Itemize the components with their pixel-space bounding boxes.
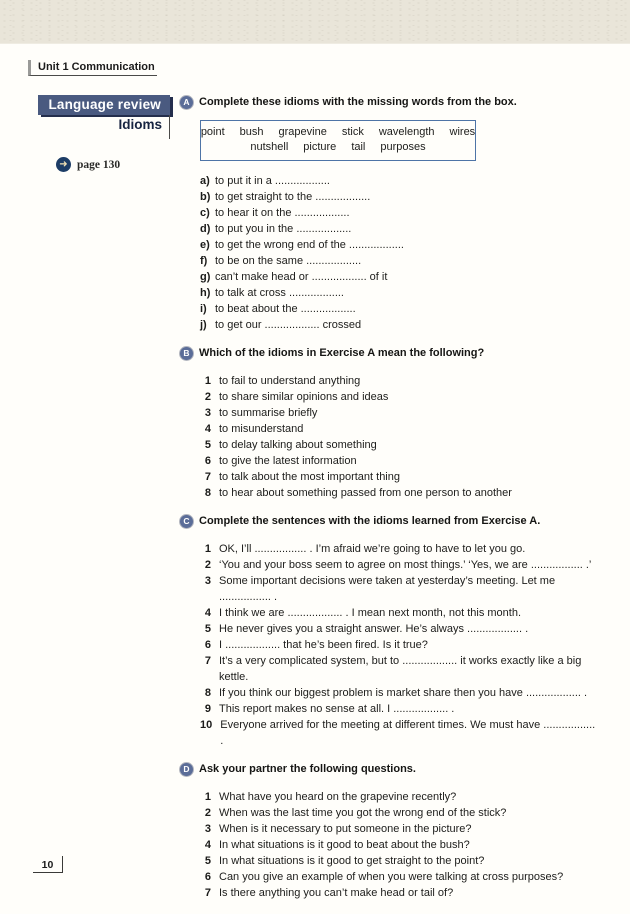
exercise-title: Ask your partner the following questions. bbox=[199, 763, 416, 775]
item-number: 10 bbox=[200, 719, 213, 731]
item-label: j) bbox=[200, 319, 207, 331]
item-number: 5 bbox=[204, 623, 211, 635]
word-box-word: picture bbox=[303, 141, 337, 153]
item-text: I think we are .................. . I mean next month, not this month. bbox=[219, 607, 522, 619]
exercises-column bbox=[170, 95, 600, 914]
item-number: 7 bbox=[204, 655, 211, 667]
question-item bbox=[200, 869, 600, 885]
item-text: Can you give an example of when you were talking at cross purposes? bbox=[219, 871, 564, 883]
word-box-row bbox=[207, 140, 469, 155]
item-text: OK, I’ll ................. . I’m afraid we’re going to have to let you go. bbox=[219, 543, 526, 555]
page-number: 10 bbox=[41, 859, 54, 871]
page-content bbox=[28, 95, 600, 914]
exercise-letter-badge: A bbox=[180, 96, 193, 109]
item-number: 2 bbox=[204, 807, 211, 819]
page-reference bbox=[56, 157, 170, 172]
item-number: 7 bbox=[204, 471, 211, 483]
idiom-item bbox=[200, 205, 600, 221]
definition-item bbox=[200, 437, 600, 453]
item-text: In what situations is it good to get straight to the point? bbox=[219, 855, 485, 867]
word-box-word: bush bbox=[239, 126, 264, 138]
item-number: 4 bbox=[204, 607, 211, 619]
idiom-item bbox=[200, 221, 600, 237]
item-text: to talk about the most important thing bbox=[219, 471, 400, 483]
exercise-letter-badge: D bbox=[180, 763, 193, 776]
item-label: g) bbox=[200, 271, 211, 283]
item-number: 4 bbox=[204, 839, 211, 851]
idiom-list bbox=[200, 173, 600, 333]
section-banner: Language review bbox=[38, 95, 170, 115]
item-text: This report makes no sense at all. I .................. . bbox=[219, 703, 455, 715]
item-label: f) bbox=[200, 255, 208, 267]
definition-item bbox=[200, 373, 600, 389]
item-label: c) bbox=[200, 207, 210, 219]
scan-edge-band bbox=[0, 0, 630, 44]
definition-item bbox=[200, 389, 600, 405]
item-number: 5 bbox=[204, 439, 211, 451]
sentence-item bbox=[200, 685, 600, 701]
question-item bbox=[200, 805, 600, 821]
word-box-row bbox=[200, 125, 476, 140]
idiom-item bbox=[200, 253, 600, 269]
idiom-item bbox=[200, 189, 600, 205]
item-number: 1 bbox=[204, 791, 211, 803]
item-text: to get the wrong end of the .................. bbox=[215, 239, 404, 251]
item-label: e) bbox=[200, 239, 210, 251]
word-box-word: purposes bbox=[380, 141, 426, 153]
idiom-item bbox=[200, 301, 600, 317]
item-number: 5 bbox=[204, 855, 211, 867]
item-text: to get our .................. crossed bbox=[215, 319, 362, 331]
item-text: to talk at cross .................. bbox=[215, 287, 344, 299]
unit-header: Unit 1 Communication bbox=[28, 60, 157, 76]
item-text: to be on the same .................. bbox=[215, 255, 362, 267]
question-item bbox=[200, 885, 600, 901]
exercise-d bbox=[180, 762, 600, 901]
item-text: to delay talking about something bbox=[219, 439, 377, 451]
item-label: h) bbox=[200, 287, 211, 299]
item-text: ‘You and your boss seem to agree on most things.’ ‘Yes, we are ................. .’ bbox=[219, 559, 592, 571]
word-box-word: tail bbox=[351, 141, 366, 153]
question-item bbox=[200, 789, 600, 805]
item-text: to give the latest information bbox=[219, 455, 357, 467]
item-number: 6 bbox=[204, 639, 211, 651]
item-number: 8 bbox=[204, 687, 211, 699]
idiom-item bbox=[200, 237, 600, 253]
item-number: 1 bbox=[204, 543, 211, 555]
item-number: 3 bbox=[204, 823, 211, 835]
item-text: It’s a very complicated system, but to .................. it works exactly like a big kettle. bbox=[219, 655, 582, 683]
item-number: 9 bbox=[204, 703, 211, 715]
exercise-c bbox=[180, 514, 600, 749]
page-number-corner bbox=[33, 856, 63, 873]
item-text: He never gives you a straight answer. He’s always .................. . bbox=[219, 623, 529, 635]
definition-item bbox=[200, 469, 600, 485]
exercise-a bbox=[180, 95, 600, 333]
sentence-item bbox=[200, 653, 600, 685]
item-label: b) bbox=[200, 191, 211, 203]
definition-list bbox=[200, 373, 600, 501]
item-text: to beat about the .................. bbox=[215, 303, 356, 315]
definition-item bbox=[200, 421, 600, 437]
sentence-item bbox=[200, 621, 600, 637]
item-text: to get straight to the .................. bbox=[215, 191, 371, 203]
sentence-item bbox=[200, 557, 600, 573]
question-list bbox=[200, 789, 600, 901]
book-page bbox=[0, 44, 630, 914]
item-text: When is it necessary to put someone in the picture? bbox=[219, 823, 472, 835]
item-number: 8 bbox=[204, 487, 211, 499]
item-text: If you think our biggest problem is market share then you have .................. . bbox=[219, 687, 588, 699]
word-box-word: stick bbox=[341, 126, 364, 138]
word-box-word: wires bbox=[449, 126, 476, 138]
definition-item bbox=[200, 453, 600, 469]
item-number: 3 bbox=[204, 575, 211, 587]
word-box-word: point bbox=[200, 126, 225, 138]
definition-item bbox=[200, 485, 600, 501]
item-number: 2 bbox=[204, 391, 211, 403]
word-box-word: grapevine bbox=[278, 126, 327, 138]
item-text: to put it in a .................. bbox=[215, 175, 330, 187]
sentence-item bbox=[200, 637, 600, 653]
item-number: 2 bbox=[204, 559, 211, 571]
exercise-b bbox=[180, 346, 600, 501]
item-label: i) bbox=[200, 303, 207, 315]
sentence-item bbox=[200, 541, 600, 557]
item-text: to hear it on the .................. bbox=[215, 207, 350, 219]
item-text: to hear about something passed from one person to another bbox=[219, 487, 512, 499]
sentence-item bbox=[200, 717, 600, 749]
item-label: d) bbox=[200, 223, 211, 235]
item-text: to share similar opinions and ideas bbox=[219, 391, 389, 403]
exercise-title: Complete the sentences with the idioms learned from Exercise A. bbox=[199, 515, 541, 527]
item-number: 4 bbox=[204, 423, 211, 435]
item-label: a) bbox=[200, 175, 210, 187]
idiom-item bbox=[200, 285, 600, 301]
idiom-item bbox=[200, 269, 600, 285]
word-box-word: nutshell bbox=[250, 141, 289, 153]
right-arrow-icon: ➜ bbox=[56, 157, 71, 172]
idiom-item bbox=[200, 173, 600, 189]
question-item bbox=[200, 837, 600, 853]
item-text: Some important decisions were taken at yesterday’s meeting. Let me ................. . bbox=[219, 575, 556, 603]
sentence-item bbox=[200, 701, 600, 717]
page-reference-label: page 130 bbox=[77, 158, 121, 171]
item-text: Is there anything you can’t make head or tail of? bbox=[219, 887, 454, 899]
sidebar bbox=[28, 95, 170, 914]
word-box-word: wavelength bbox=[378, 126, 435, 138]
idiom-item bbox=[200, 317, 600, 333]
exercise-title: Which of the idioms in Exercise A mean the following? bbox=[199, 347, 485, 359]
item-number: 6 bbox=[204, 871, 211, 883]
exercise-letter-badge: B bbox=[180, 347, 193, 360]
sentence-list bbox=[200, 541, 600, 749]
exercise-title: Complete these idioms with the missing words from the box. bbox=[199, 96, 517, 108]
item-text: I .................. that he’s been fired. Is it true? bbox=[219, 639, 428, 651]
item-text: to misunderstand bbox=[219, 423, 304, 435]
item-text: When was the last time you got the wrong end of the stick? bbox=[219, 807, 507, 819]
item-text: can’t make head or .................. of it bbox=[215, 271, 388, 283]
definition-item bbox=[200, 405, 600, 421]
sentence-item bbox=[200, 605, 600, 621]
exercise-letter-badge: C bbox=[180, 515, 193, 528]
section-subtitle: Idioms bbox=[118, 115, 170, 139]
item-text: to summarise briefly bbox=[219, 407, 318, 419]
item-number: 6 bbox=[204, 455, 211, 467]
item-text: to fail to understand anything bbox=[219, 375, 361, 387]
question-item bbox=[200, 853, 600, 869]
sentence-item bbox=[200, 573, 600, 605]
item-text: In what situations is it good to beat about the bush? bbox=[219, 839, 470, 851]
item-text: What have you heard on the grapevine recently? bbox=[219, 791, 457, 803]
question-item bbox=[200, 821, 600, 837]
item-number: 3 bbox=[204, 407, 211, 419]
word-box bbox=[200, 120, 476, 161]
item-number: 1 bbox=[204, 375, 211, 387]
item-number: 7 bbox=[204, 887, 211, 899]
item-text: to put you in the .................. bbox=[215, 223, 352, 235]
item-text: Everyone arrived for the meeting at different times. We must have ................. . bbox=[220, 719, 596, 747]
